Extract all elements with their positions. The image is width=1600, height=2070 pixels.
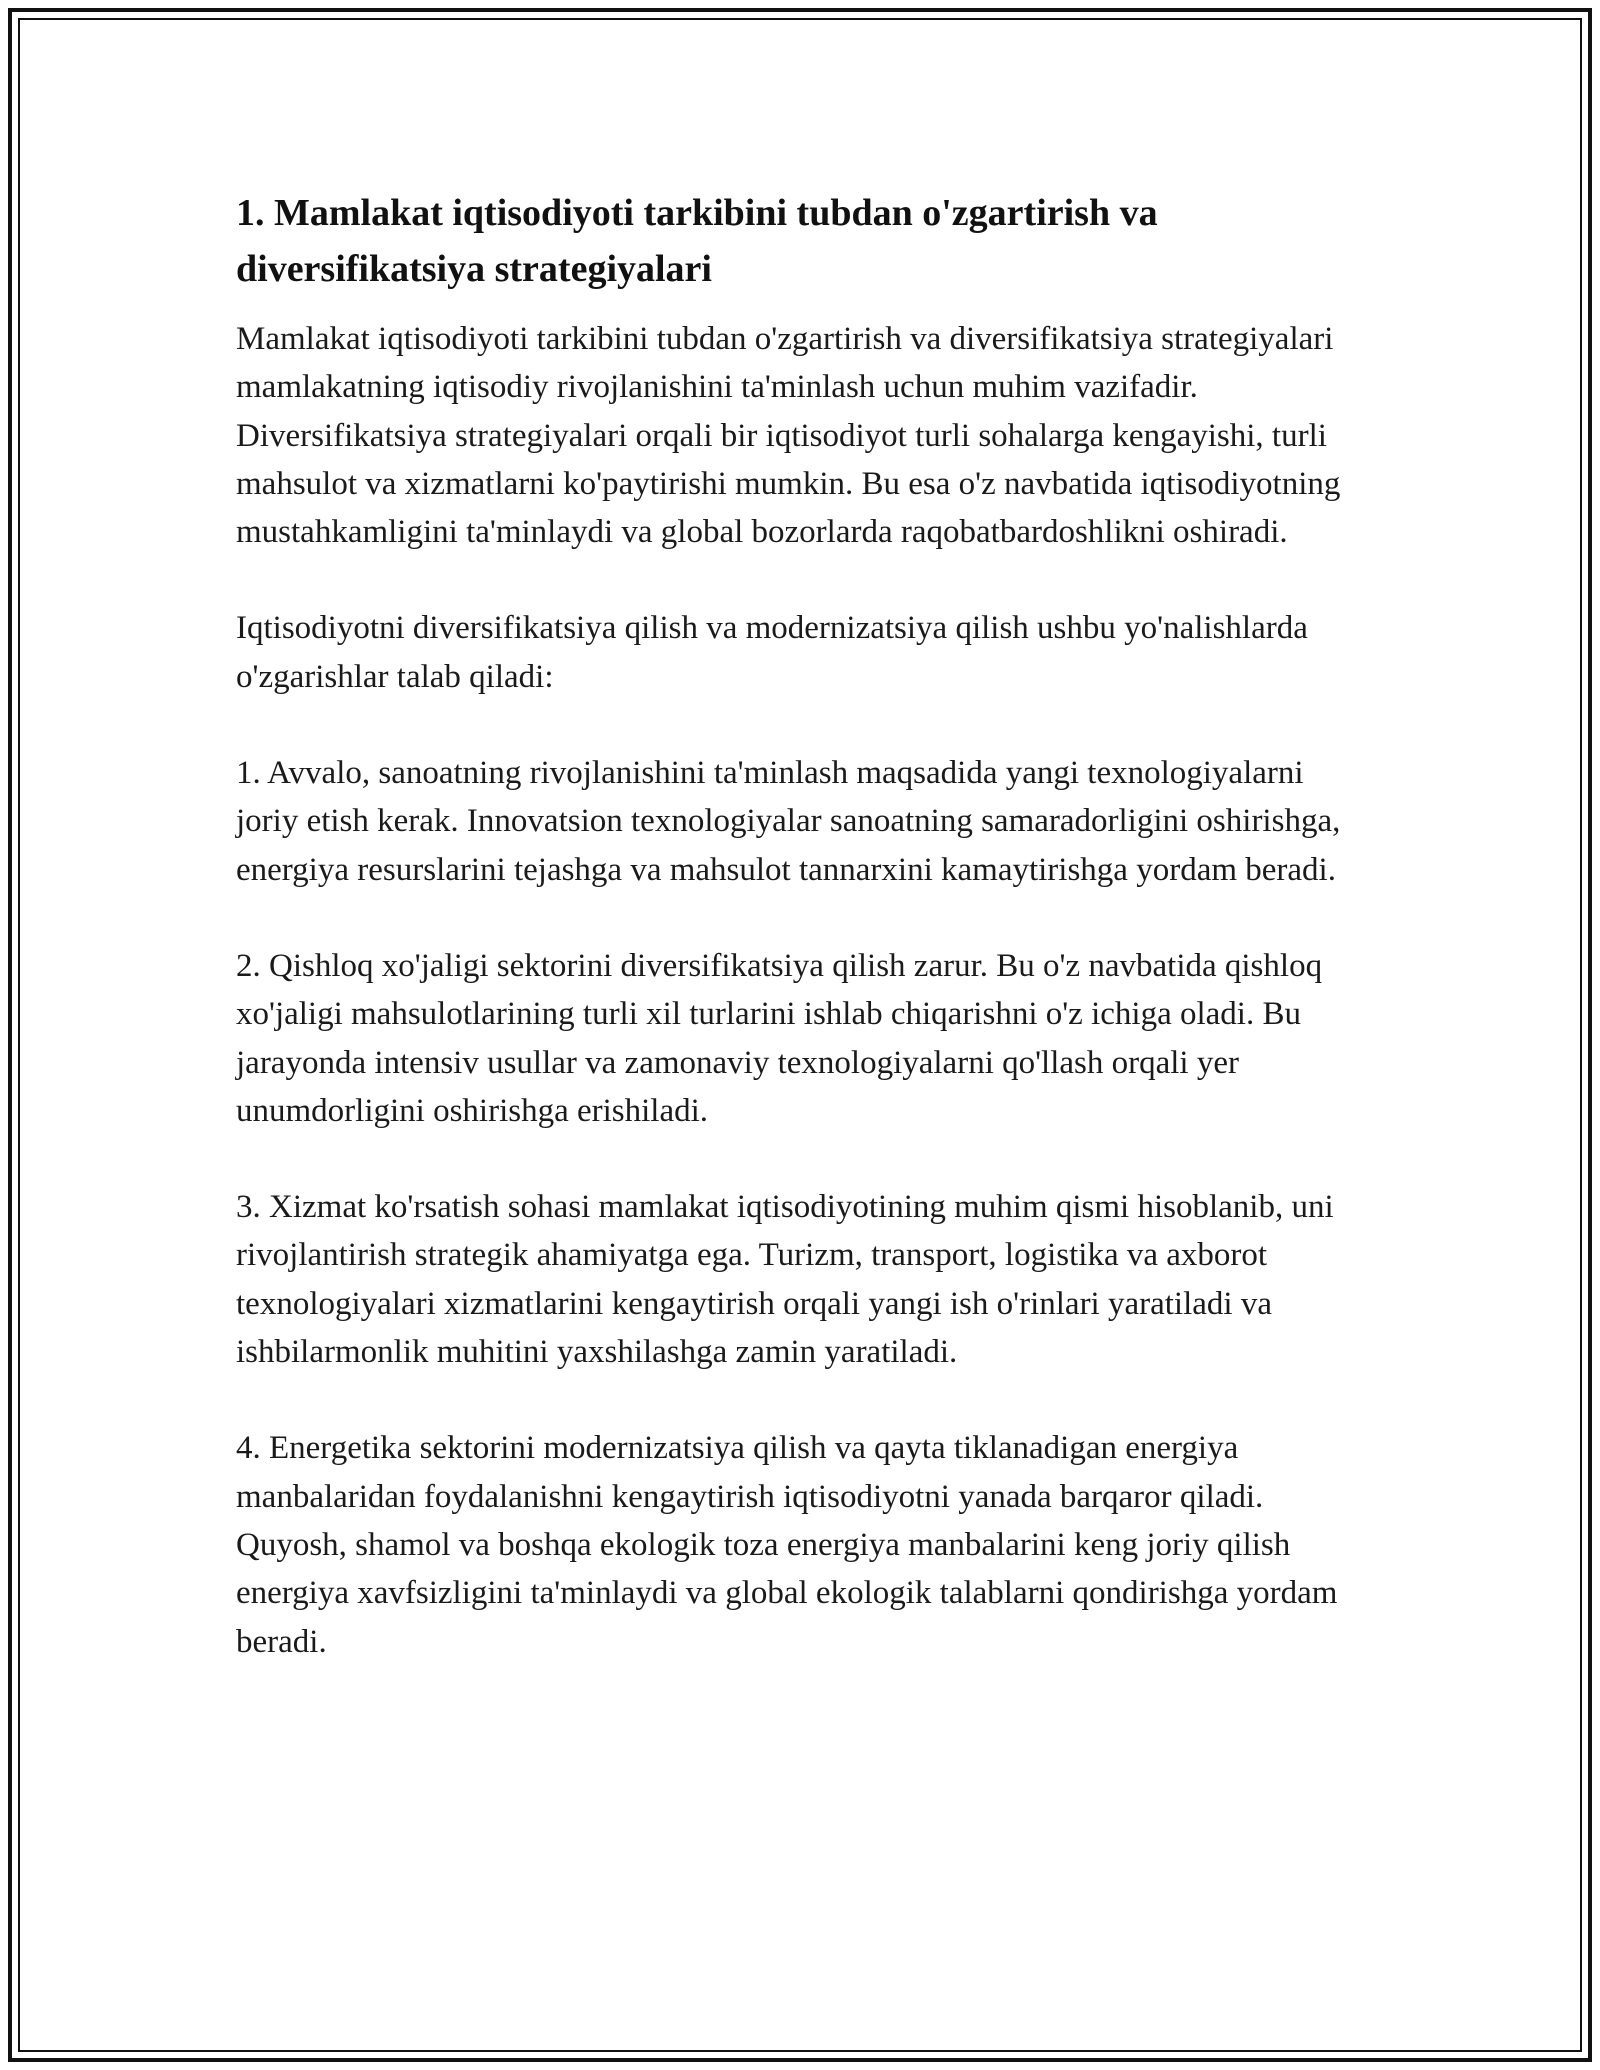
intro-paragraph: Mamlakat iqtisodiyoti tarkibini tubdan o'zgartirish va diversifikatsiya strategiyalari mamlakatning iqtisodiy rivojlanishini ta'minlash uchun muhim vazifadir. Diversifikatsiya strategiyalari orqali bir iqtisodiyot turli sohalarga kengayishi, turli mahsulot va xizmatlarni ko'paytirishi mumkin. Bu esa o'z navbatida iqtisodiyotning mustahkamligini ta'minlaydi va global bozorlarda raqobatbardoshlikni oshiradi. — [236, 321, 1341, 551]
list-item-industry: 1. Avvalo, sanoatning rivojlanishini ta'minlash maqsadida yangi texnologiyalarni joriy etish kerak. Innovatsion texnologiyalar sanoatning samaradorligini oshirishga, energiya resurslarini tejashga va mahsulot tannarxini kamaytirishga yordam beradi. — [236, 755, 1341, 888]
section-heading: 1. Mamlakat iqtisodiyoti tarkibini tubdan o'zgartirish va diversifikatsiya strategiyalari — [236, 192, 1158, 290]
list-item-agriculture: 2. Qishloq xo'jaligi sektorini diversifikatsiya qilish zarur. Bu o'z navbatida qishloq xo'jaligi mahsulotlarining turli xil turlarini ishlab chiqarishni o'z ichiga oladi. Bu jarayonda intensiv usullar va zamonaviy texnologiyalarni qo'llash orqali yer unumdorligini oshirishga erishiladi. — [236, 947, 1323, 1129]
list-item-services: 3. Xizmat ko'rsatish sohasi mamlakat iqtisodiyotining muhim qismi hisoblanib, uni rivojlantirish strategik ahamiyatga ega. Turizm, transport, logistika va axborot texnologiyalari xizmatlarini kengaytirish orqali yangi ish o'rinlari yaratiladi va ishbilarmonlik muhitini yaxshilashga zamin yaratiladi. — [236, 1189, 1334, 1371]
list-intro-paragraph: Iqtisodiyotni diversifikatsiya qilish va modernizatsiya qilish ushbu yo'nalishlarda o'zgarishlar talab qiladi: — [236, 610, 1308, 695]
document-body — [236, 185, 1366, 1714]
list-item-energy: 4. Energetika sektorini modernizatsiya qilish va qayta tiklanadigan energiya manbalaridan foydalanishni kengaytirish iqtisodiyotni yanada barqaror qiladi. Quyosh, shamol va boshqa ekologik toza energiya manbalarini keng joriy qilish energiya xavfsizligini ta'minlaydi va global ekologik talablarni qondirishga yordam beradi. — [236, 1430, 1338, 1660]
